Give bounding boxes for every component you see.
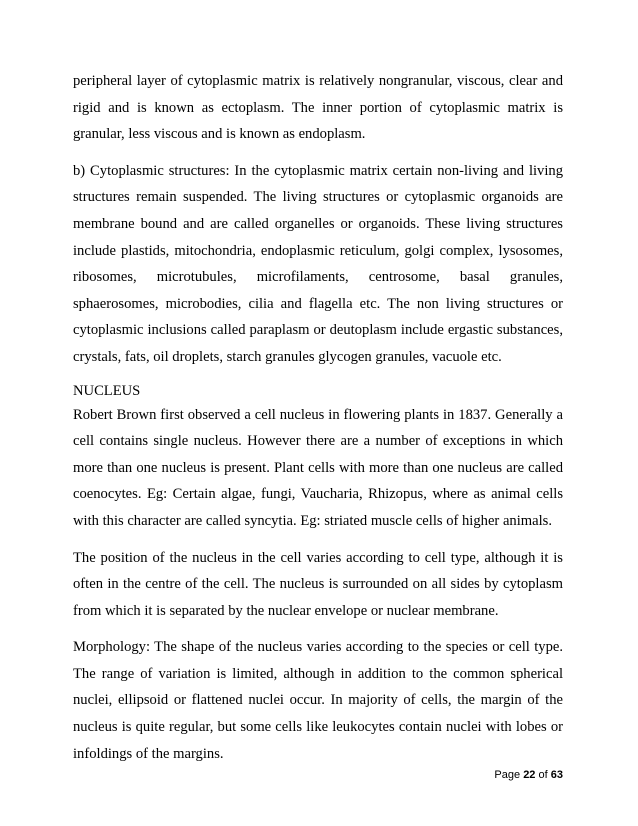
paragraph-ectoplasm: peripheral layer of cytoplasmic matrix is relatively nongranular, viscous, clear and rigid and is known as ectoplasm. The inner portion of cytoplasmic matrix is granular, less viscous and is known as endoplasm.	[73, 73, 563, 143]
paragraph-nucleus-position: The position of the nucleus in the cell varies according to cell type, although it is often in the centre of the cell. The nucleus is surrounded on all sides by cytoplasm from which it is separated by the nuclear envelope or nuclear membrane.	[73, 549, 563, 619]
total-pages-number: 63	[550, 769, 563, 781]
section-heading-nucleus: NUCLEUS	[73, 382, 141, 399]
paragraph-cytoplasmic-structures: b) Cytoplasmic structures: In the cytoplasmic matrix certain non-living and living structures remain suspended. The living structures or cytoplasmic organoids are membrane bound and are called organelles or organoids. These living structures include plastids, mitochondria, endoplasmic reticulum, golgi complex, lysosomes, ribosomes, microtubules, microfilaments, centrosome, basal granules, sphaerosomes, microbodies, cilia and flagella etc. The non living structures or cytoplasmic inclusions called paraplasm or deutoplasm include ergastic substances, crystals, fats, oil droplets, starch granules glycogen granules, vacuole etc.	[73, 162, 563, 365]
page-label: Page	[494, 769, 521, 781]
paragraph-nucleus-intro: Robert Brown first observed a cell nucleus in flowering plants in 1837. Generally a cell contains single nucleus. However there are a number of exceptions in which more than one nucleus is present. Plant cells with more than one nucleus are called coenocytes. Eg: Certain algae, fungi, Vaucharia, Rhizopus, where as animal cells with this character are called syncytia. Eg: striated muscle cells of higher animals.	[73, 406, 563, 529]
page-number-footer	[494, 769, 563, 781]
current-page-number: 22	[523, 769, 536, 781]
document-page	[73, 68, 563, 767]
of-label: of	[538, 769, 548, 781]
paragraph-nucleus-morphology: Morphology: The shape of the nucleus varies according to the species or cell type. The range of variation is limited, although in addition to the common spherical nuclei, ellipsoid or flattened nuclei occur. In majority of cells, the margin of the nucleus is quite regular, but some cells like leukocytes contain nuclei with lobes or infoldings of the margins.	[73, 639, 563, 762]
